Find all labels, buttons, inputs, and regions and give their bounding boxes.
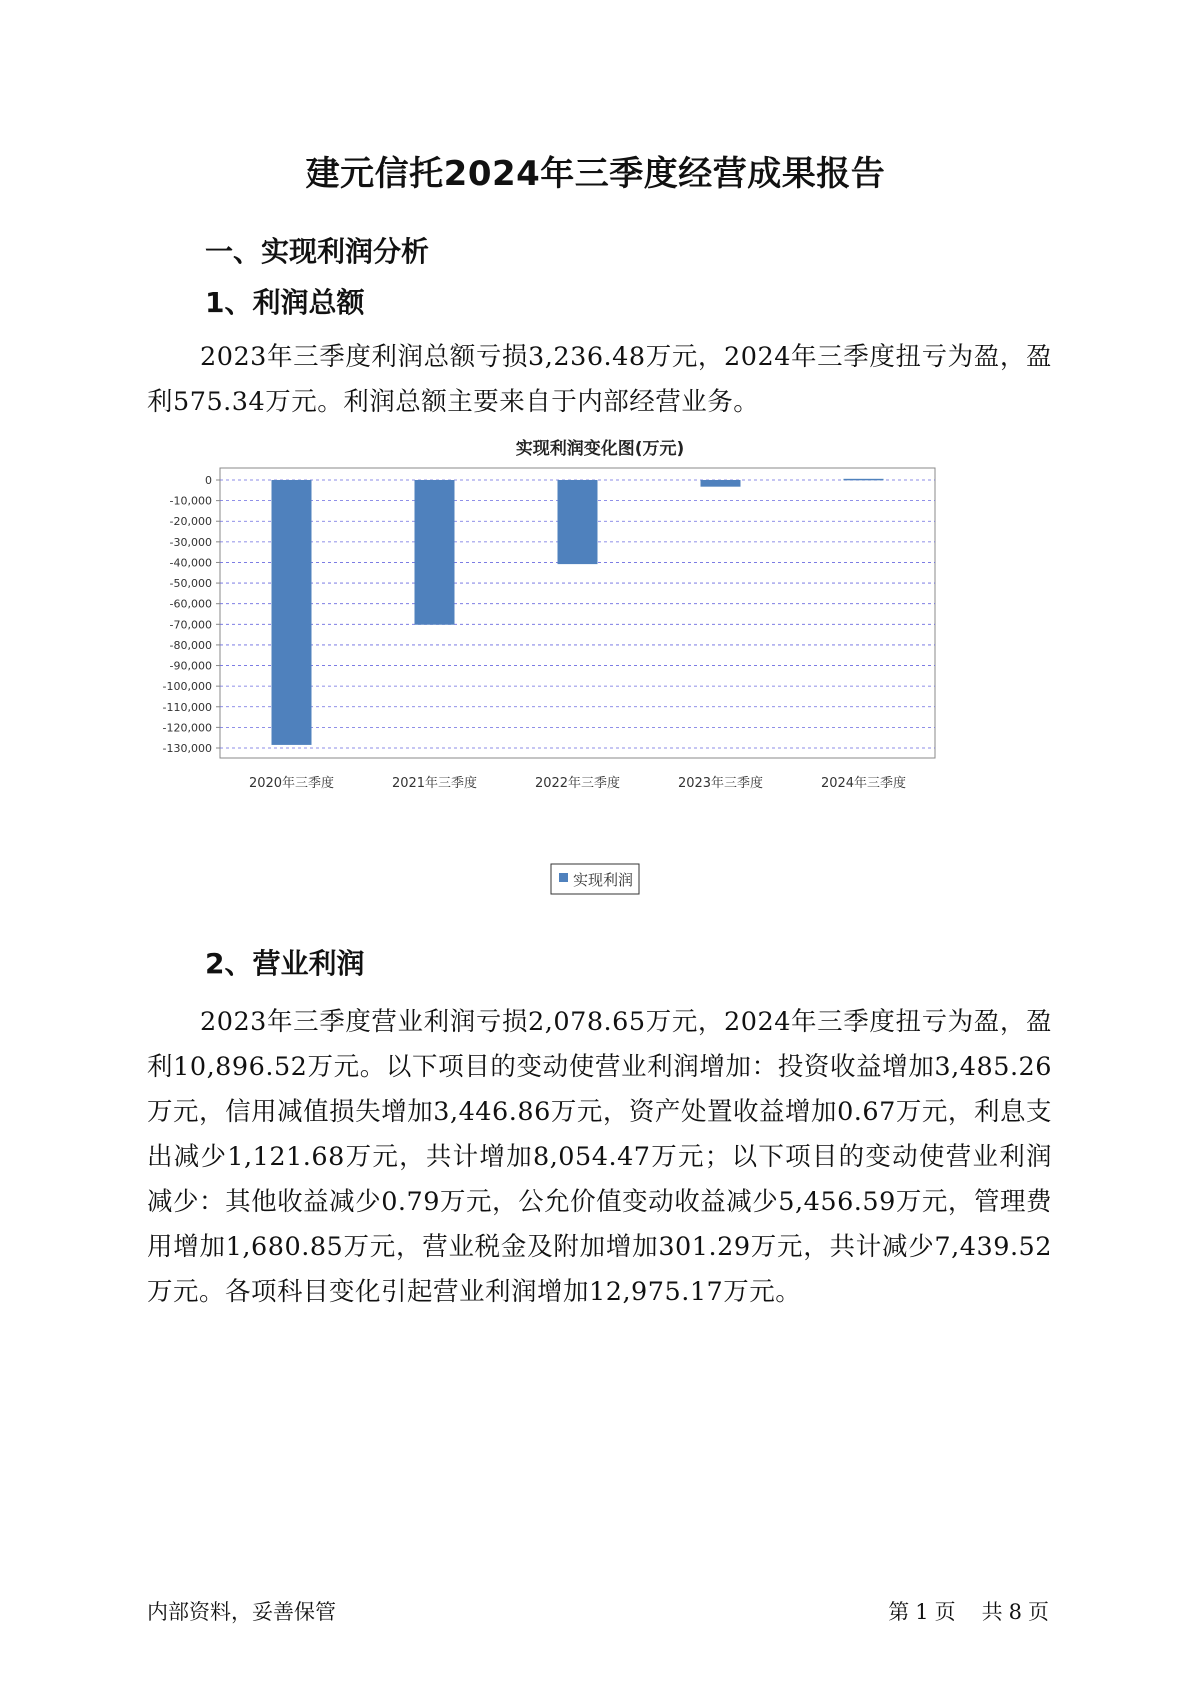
x-tick-label: 2020年三季度 — [248, 776, 335, 791]
y-tick-label: -120,000 — [162, 721, 212, 735]
y-tick-label: -60,000 — [169, 597, 212, 611]
page-prefix: 第 — [888, 1600, 910, 1624]
chart-legend — [551, 864, 639, 894]
bar — [558, 480, 598, 564]
bar — [701, 480, 741, 487]
footer-confidential-note: 内部资料，妥善保管 — [147, 1600, 336, 1624]
total-prefix: 共 — [981, 1600, 1003, 1624]
x-tick-label: 2023年三季度 — [677, 776, 764, 791]
x-tick-label: 2024年三季度 — [820, 776, 907, 791]
y-tick-label: -10,000 — [169, 494, 212, 508]
section-heading-profit-analysis: 一、实现利润分析 — [205, 235, 430, 268]
chart-title: 实现利润变化图(万元) — [515, 439, 685, 459]
y-tick-label: -30,000 — [169, 535, 212, 549]
total-profit-paragraph: 2023年三季度利润总额亏损3,236.48万元，2024年三季度扭亏为盈，盈利575.34万元。利润总额主要来自于内部经营业务。 — [147, 342, 1052, 417]
bar — [844, 479, 884, 481]
y-tick-label: -20,000 — [169, 515, 212, 529]
footer-page-indicator — [885, 1596, 1052, 1626]
y-tick-label: -130,000 — [162, 742, 212, 755]
page-total: 8 — [1008, 1600, 1022, 1624]
y-tick-label: -50,000 — [169, 577, 212, 591]
page-unit: 页 — [934, 1600, 956, 1624]
y-tick-label: -110,000 — [162, 700, 212, 714]
y-tick-label: -90,000 — [169, 659, 212, 673]
legend-label: 实现利润 — [573, 871, 634, 889]
realized-profit-chart — [162, 436, 1030, 898]
subsection-heading-total-profit: 1、利润总额 — [205, 286, 365, 319]
y-tick-label: -80,000 — [169, 638, 212, 652]
total-unit: 页 — [1028, 1600, 1049, 1624]
report-title: 建元信托2024年三季度经营成果报告 — [305, 154, 886, 194]
bar — [415, 480, 455, 625]
x-tick-label: 2021年三季度 — [391, 776, 478, 791]
y-tick-label: -70,000 — [169, 618, 212, 632]
bar — [272, 480, 312, 745]
y-tick-label: 0 — [205, 474, 212, 487]
legend-swatch — [559, 873, 568, 882]
x-tick-label: 2022年三季度 — [534, 776, 621, 791]
subsection-heading-operating-profit: 2、营业利润 — [205, 947, 365, 980]
page-current: 1 — [915, 1600, 929, 1624]
y-tick-label: -100,000 — [162, 680, 212, 694]
operating-profit-paragraph: 2023年三季度营业利润亏损2,078.65万元，2024年三季度扭亏为盈，盈利10,896.52万元。以下项目的变动使营业利润增加：投资收益增加3,485.26万元，信用减值损失增加3,446.86万元，资产处置收益增加0.67万元，利息支出减少1,121.68万元，共计增加8,054.47万元；以下项目的变动使营业利润减少：其他收益减少0.79万元，公允价值变动收益减少5,456.59万元，管理费用增加1,680.85万元，营业税金及附加增加301.29万元，共计减少7,439.52万元。各项科目变化引起营业利润增加12,975.17万元。 — [147, 1007, 1052, 1307]
y-tick-label: -40,000 — [169, 556, 212, 570]
